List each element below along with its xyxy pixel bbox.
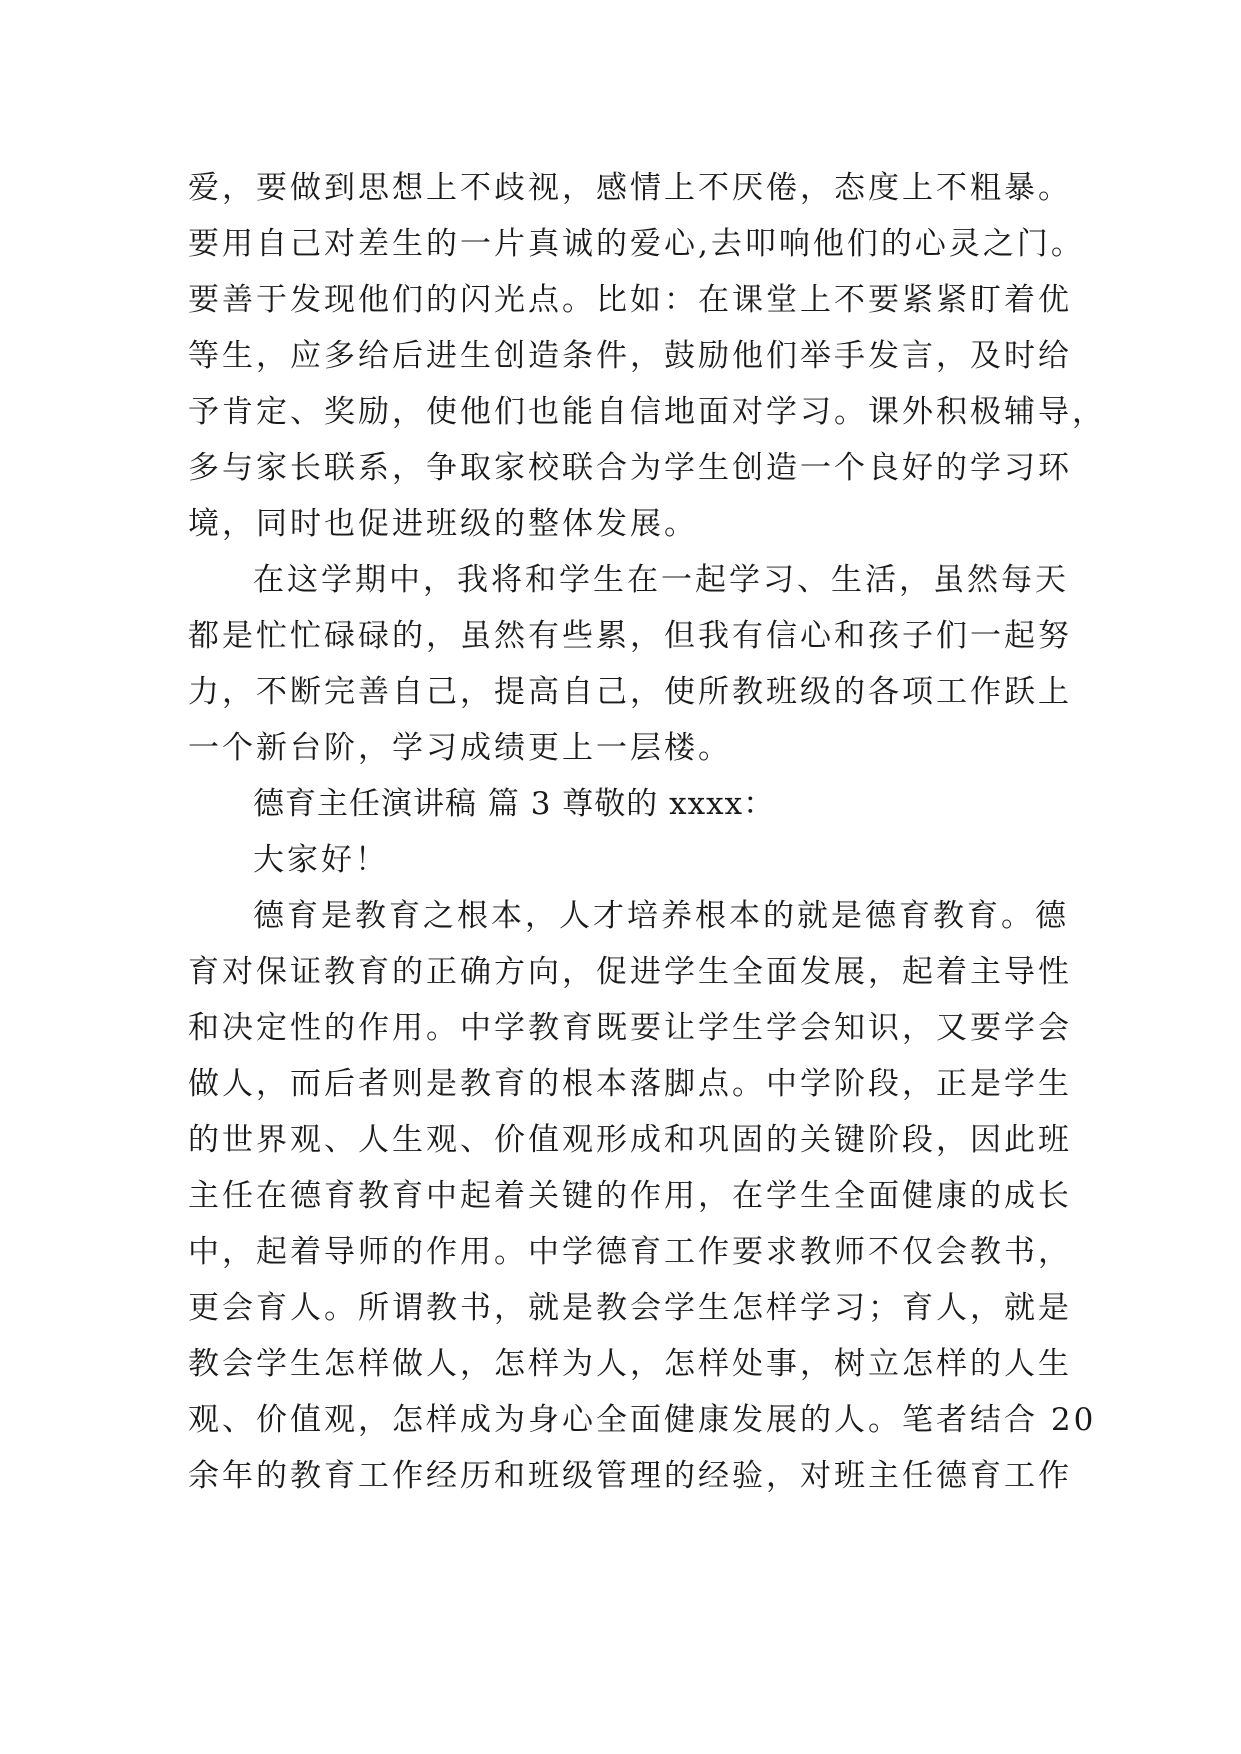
text-line: 予肯定、奖励，使他们也能自信地面对学习。课外积极辅导， [188,394,1106,430]
text-line: 的世界观、人生观、价值观形成和巩固的关键阶段，因此班 [188,1122,1072,1158]
text-line: 都是忙忙碌碌的，虽然有些累，但我有信心和孩子们一起努 [188,618,1072,654]
text-line: 力，不断完善自己，提高自己，使所教班级的各项工作跃上 [188,674,1072,710]
text-line: 要善于发现他们的闪光点。比如：在课堂上不要紧紧盯着优 [188,282,1072,318]
text-line: 和决定性的作用。中学教育既要让学生学会知识，又要学会 [188,1010,1072,1046]
text-line: 中，起着导师的作用。中学德育工作要求教师不仅会教书， [188,1234,1072,1270]
section-heading: 德育主任演讲稿 篇 3 尊敬的 xxxx： [253,786,776,822]
text-line: 育对保证教育的正确方向，促进学生全面发展，起着主导性 [188,954,1072,990]
text-line: 要用自己对差生的一片真诚的爱心,去叩响他们的心灵之门。 [188,226,1085,262]
text-line: 主任在德育教育中起着关键的作用，在学生全面健康的成长 [188,1178,1072,1214]
text-line: 德育是教育之根本，人才培养根本的就是德育教育。德 [253,898,1069,934]
text-line: 观、价值观，怎样成为身心全面健康发展的人。笔者结合 20 [188,1402,1097,1438]
text-line: 在这学期中，我将和学生在一起学习、生活，虽然每天 [253,562,1069,598]
document-body [188,160,1106,1504]
text-line: 爱，要做到思想上不歧视，感情上不厌倦，态度上不粗暴。 [188,170,1072,206]
text-line: 境，同时也促进班级的整体发展。 [188,506,698,542]
text-line: 多与家长联系，争取家校联合为学生创造一个良好的学习环 [188,450,1072,486]
text-line: 等生，应多给后进生创造条件，鼓励他们举手发言，及时给 [188,338,1072,374]
text-line: 更会育人。所谓教书，就是教会学生怎样学习；育人，就是 [188,1290,1072,1326]
text-line: 做人，而后者则是教育的根本落脚点。中学阶段，正是学生 [188,1066,1072,1102]
text-line: 一个新台阶，学习成绩更上一层楼。 [188,730,732,766]
text-line: 余年的教育工作经历和班级管理的经验，对班主任德育工作 [188,1458,1072,1494]
greeting: 大家好！ [253,842,389,878]
text-line: 教会学生怎样做人，怎样为人，怎样处事，树立怎样的人生 [188,1346,1072,1382]
